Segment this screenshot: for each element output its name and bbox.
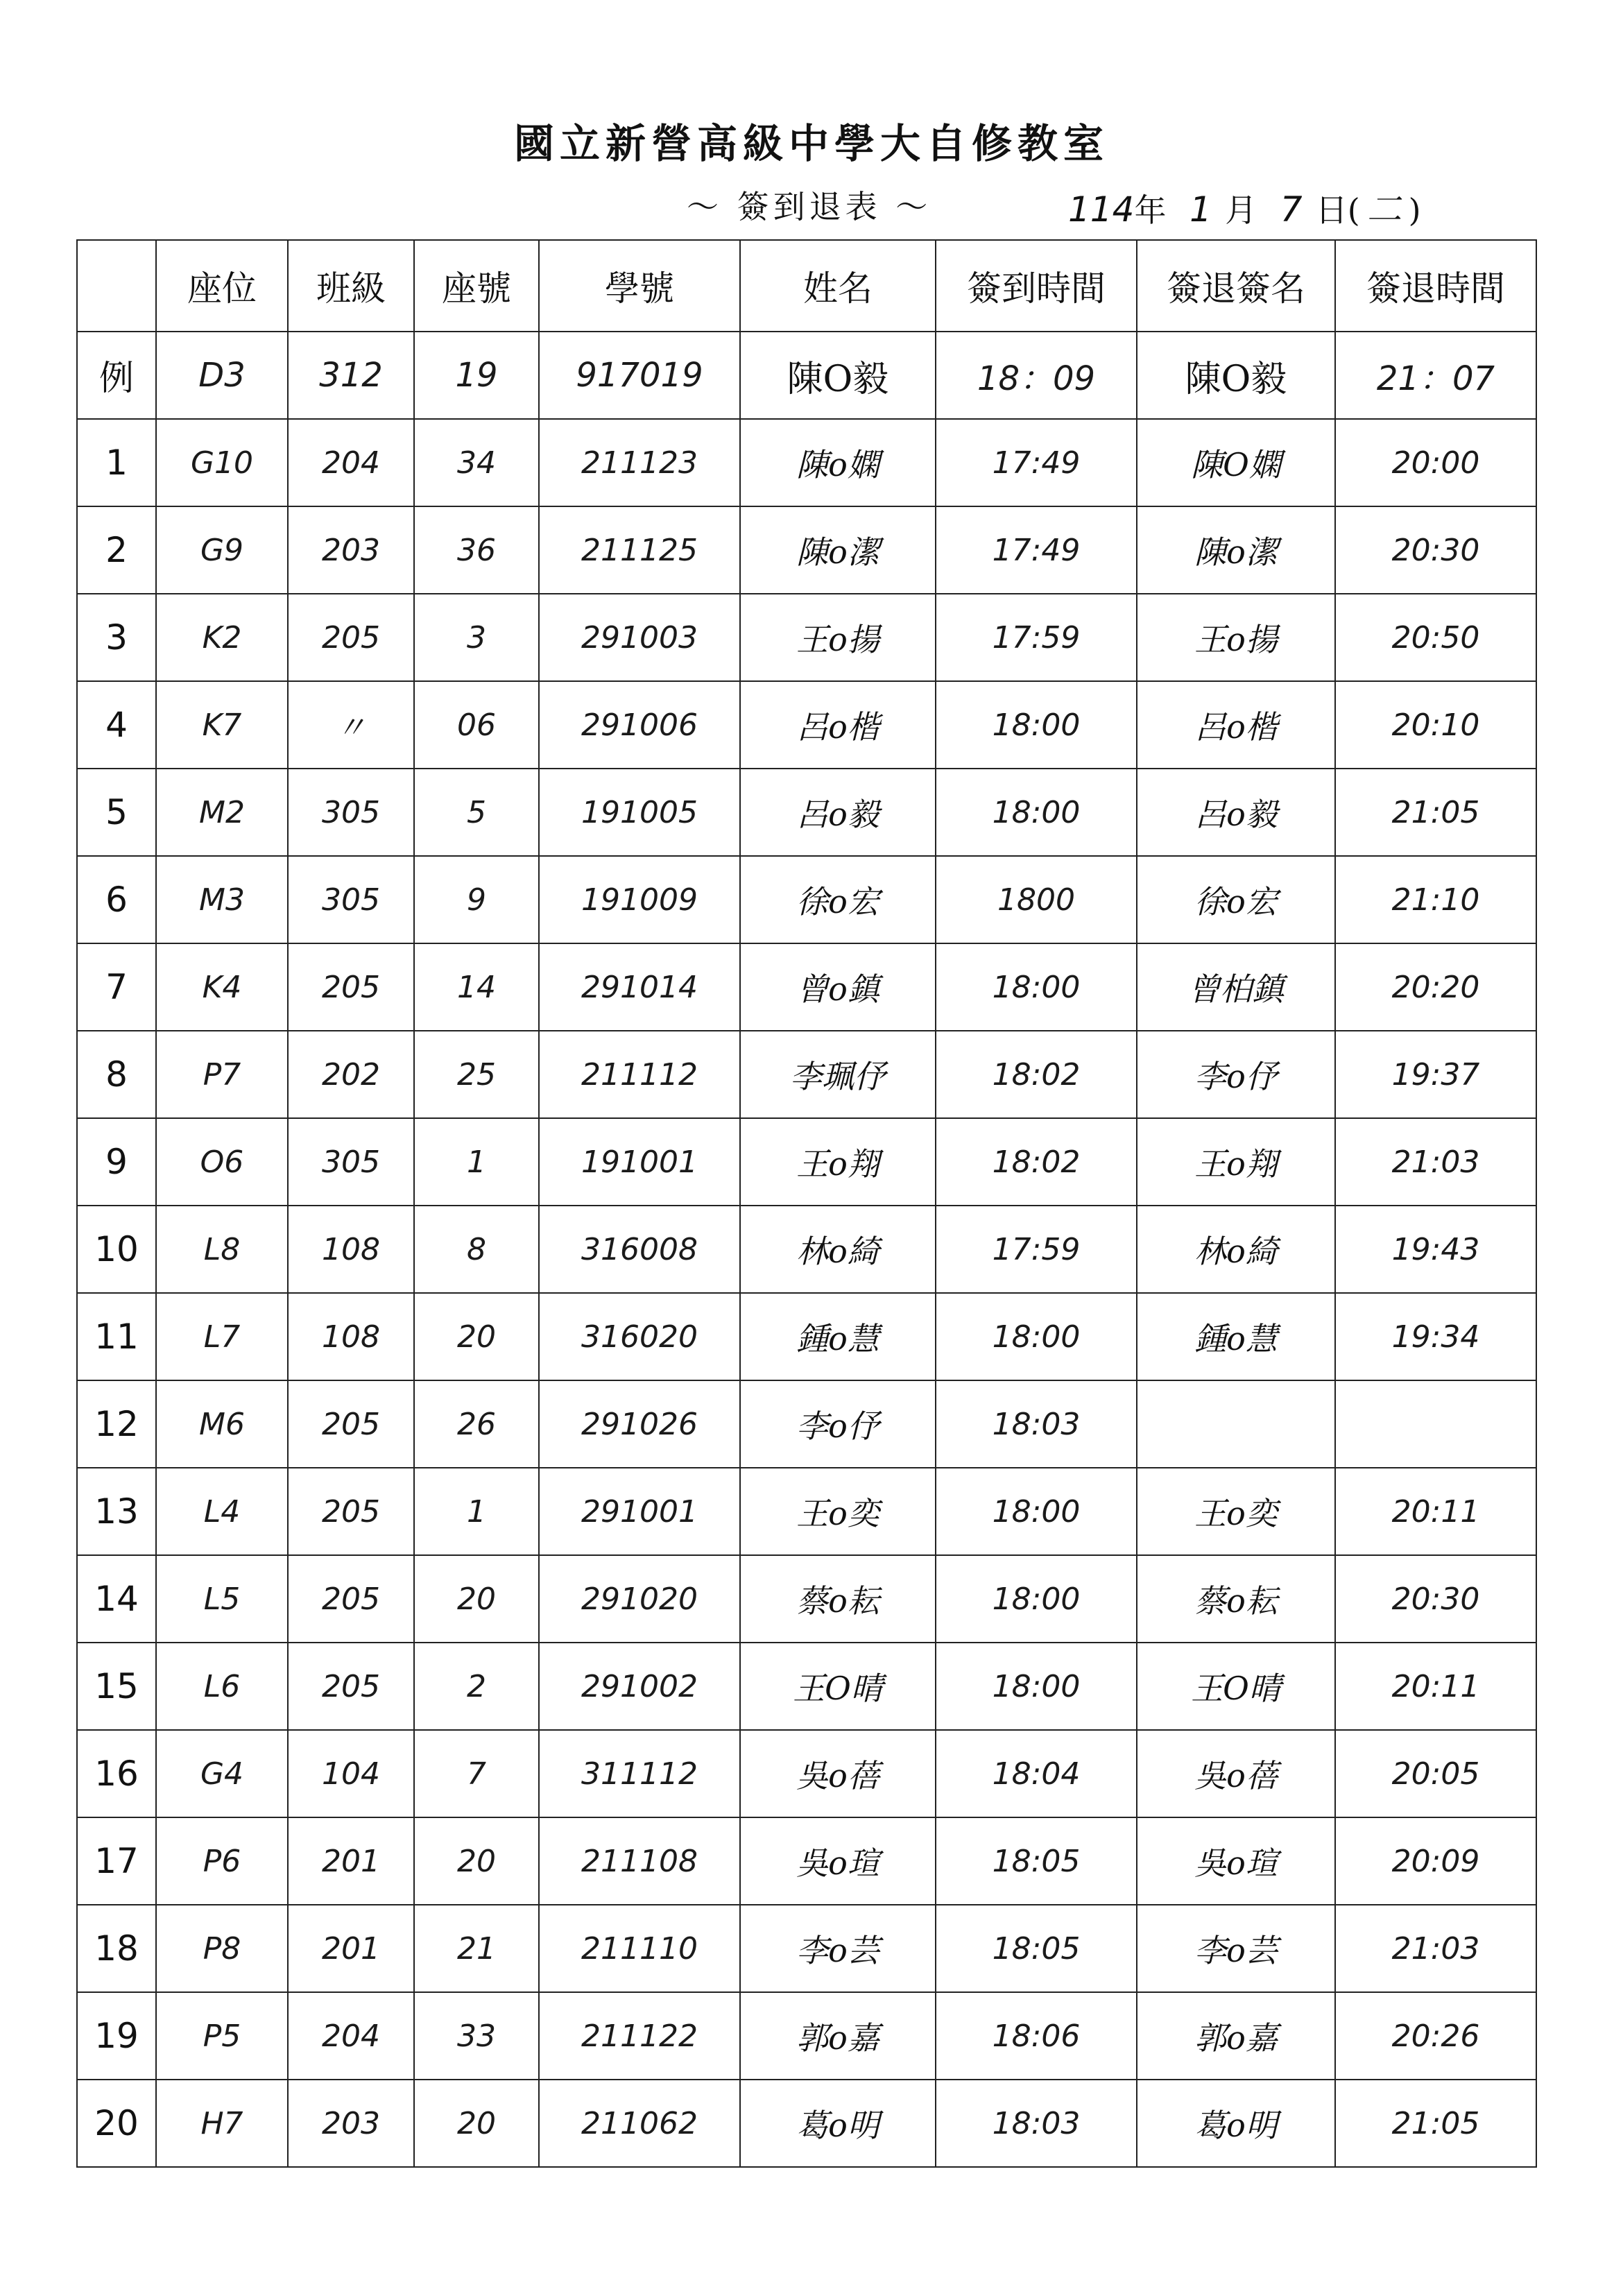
row-number: 8 [77, 1031, 156, 1118]
row-number: 5 [77, 769, 156, 856]
seat-cell: L6 [156, 1643, 288, 1730]
sign-out-signature-cell: 曾柏鎮 [1137, 943, 1335, 1031]
name-cell: 曾o鎮 [740, 943, 936, 1031]
name-cell: 吳o瑄 [740, 1817, 936, 1905]
sign-out-time-cell: 21:05 [1335, 2080, 1536, 2167]
name-cell: 葛o明 [740, 2080, 936, 2167]
class-cell: 104 [288, 1730, 414, 1817]
seat-number-cell: 34 [414, 419, 539, 506]
seat-number-cell: 26 [414, 1380, 539, 1468]
row-number: 9 [77, 1118, 156, 1206]
student-id-cell: 316020 [539, 1293, 740, 1380]
seat-cell: L5 [156, 1555, 288, 1643]
sign-in-time-cell: 18:00 [936, 1468, 1137, 1555]
seat-number-cell: 33 [414, 1992, 539, 2080]
name-cell: 陳o嫻 [740, 419, 936, 506]
seat-cell: L7 [156, 1293, 288, 1380]
seat-cell: H7 [156, 2080, 288, 2167]
seat-number-cell: 20 [414, 1293, 539, 1380]
name-cell: 呂o毅 [740, 769, 936, 856]
sign-out-time-cell: 21:03 [1335, 1905, 1536, 1992]
class-cell: 205 [288, 1555, 414, 1643]
date-weekday: 二 [1366, 189, 1402, 230]
row-number: 7 [77, 943, 156, 1031]
row-number: 12 [77, 1380, 156, 1468]
table-row [77, 1118, 1536, 1206]
name-cell: 王o揚 [740, 594, 936, 681]
sign-in-time-cell: 18:06 [936, 1992, 1137, 2080]
name-cell: 李o芸 [740, 1905, 936, 1992]
sign-in-time-cell: 18:00 [936, 1293, 1137, 1380]
seat-number-cell: 3 [414, 594, 539, 681]
table-row [77, 1380, 1536, 1468]
class-cell: 205 [288, 943, 414, 1031]
class-cell: 305 [288, 856, 414, 943]
class-cell: 201 [288, 1817, 414, 1905]
sign-out-time-cell: 20:30 [1335, 1555, 1536, 1643]
seat-number-cell: 06 [414, 681, 539, 769]
seat-cell: L4 [156, 1468, 288, 1555]
class-cell: 203 [288, 506, 414, 594]
date-year-unit: 年 [1134, 191, 1167, 229]
seat-cell: D3 [156, 332, 288, 419]
sign-in-time-cell: 18:05 [936, 1905, 1137, 1992]
seat-number-cell: 14 [414, 943, 539, 1031]
name-cell: 李珮伃 [740, 1031, 936, 1118]
class-cell: 201 [288, 1905, 414, 1992]
form-subtitle: ～ 簽到退表 ～ [687, 188, 932, 225]
row-number: 例 [77, 332, 156, 419]
class-cell: 205 [288, 1643, 414, 1730]
row-number: 14 [77, 1555, 156, 1643]
sign-out-time-cell: 21：07 [1335, 332, 1536, 419]
sign-out-time-cell: 20:26 [1335, 1992, 1536, 2080]
sign-out-signature-cell: 呂o楷 [1137, 681, 1335, 769]
header-row [77, 240, 1536, 332]
sign-out-signature-cell: 吳o蓓 [1137, 1730, 1335, 1817]
page-title: 國立新營高級中學大自修教室 [513, 120, 1109, 167]
seat-cell: M3 [156, 856, 288, 943]
table-row [77, 506, 1536, 594]
sign-out-signature-cell: 吳o瑄 [1137, 1817, 1335, 1905]
student-id-cell: 211112 [539, 1031, 740, 1118]
seat-cell: P7 [156, 1031, 288, 1118]
class-cell: 312 [288, 332, 414, 419]
sign-out-signature-cell: 林o綺 [1137, 1206, 1335, 1293]
student-id-cell: 211062 [539, 2080, 740, 2167]
sign-out-time-cell: 19:34 [1335, 1293, 1536, 1380]
student-id-cell: 291026 [539, 1380, 740, 1468]
col-header-no [77, 240, 156, 332]
name-cell: 吳o蓓 [740, 1730, 936, 1817]
seat-number-cell: 1 [414, 1468, 539, 1555]
table-row [77, 594, 1536, 681]
row-number: 11 [77, 1293, 156, 1380]
sign-out-signature-cell: 李o芸 [1137, 1905, 1335, 1992]
seat-cell: G9 [156, 506, 288, 594]
table-row [77, 1992, 1536, 2080]
seat-number-cell: 1 [414, 1118, 539, 1206]
seat-number-cell: 20 [414, 1817, 539, 1905]
sign-in-time-cell: 17:49 [936, 506, 1137, 594]
sign-out-signature-cell: 徐o宏 [1137, 856, 1335, 943]
name-cell: 鍾o慧 [740, 1293, 936, 1380]
student-id-cell: 211110 [539, 1905, 740, 1992]
sign-in-time-cell: 18:03 [936, 2080, 1137, 2167]
sign-in-time-cell: 18:00 [936, 1555, 1137, 1643]
name-cell: 王o翔 [740, 1118, 936, 1206]
table-row [77, 769, 1536, 856]
sign-out-time-cell: 20:30 [1335, 506, 1536, 594]
name-cell: 林o綺 [740, 1206, 936, 1293]
name-cell: 王o奕 [740, 1468, 936, 1555]
class-cell: 203 [288, 2080, 414, 2167]
sign-in-time-cell: 17:59 [936, 1206, 1137, 1293]
seat-number-cell: 20 [414, 2080, 539, 2167]
class-cell: 305 [288, 769, 414, 856]
class-cell: 108 [288, 1293, 414, 1380]
sign-out-signature-cell: 王o翔 [1137, 1118, 1335, 1206]
sign-out-time-cell: 20:11 [1335, 1468, 1536, 1555]
name-cell: 徐o宏 [740, 856, 936, 943]
name-cell: 陳O毅 [740, 332, 936, 419]
sign-in-time-cell: 18:02 [936, 1031, 1137, 1118]
date-day-unit: 日 [1315, 191, 1348, 229]
student-id-cell: 291006 [539, 681, 740, 769]
row-number: 13 [77, 1468, 156, 1555]
seat-number-cell: 2 [414, 1643, 539, 1730]
table-row [77, 1293, 1536, 1380]
table-row [77, 1468, 1536, 1555]
row-number: 2 [77, 506, 156, 594]
sign-in-time-cell: 18:03 [936, 1380, 1137, 1468]
student-id-cell: 191009 [539, 856, 740, 943]
table-row [77, 1905, 1536, 1992]
sign-out-time-cell: 20:10 [1335, 681, 1536, 769]
student-id-cell: 291014 [539, 943, 740, 1031]
class-cell: 108 [288, 1206, 414, 1293]
row-number: 6 [77, 856, 156, 943]
sign-in-time-cell: 17:59 [936, 594, 1137, 681]
seat-number-cell: 5 [414, 769, 539, 856]
row-number: 10 [77, 1206, 156, 1293]
student-id-cell: 311112 [539, 1730, 740, 1817]
row-number: 19 [77, 1992, 156, 2080]
student-id-cell: 191005 [539, 769, 740, 856]
sign-out-time-cell: 20:11 [1335, 1643, 1536, 1730]
row-number: 17 [77, 1817, 156, 1905]
sign-in-table [76, 239, 1537, 2168]
seat-cell: K7 [156, 681, 288, 769]
sign-out-time-cell: 20:50 [1335, 594, 1536, 681]
table-row [77, 419, 1536, 506]
student-id-cell: 211108 [539, 1817, 740, 1905]
class-cell: 305 [288, 1118, 414, 1206]
seat-cell: G10 [156, 419, 288, 506]
row-number: 1 [77, 419, 156, 506]
date-weekday-close: ) [1408, 191, 1421, 229]
sign-out-time-cell: 21:10 [1335, 856, 1536, 943]
sign-in-time-cell: 18：09 [936, 332, 1137, 419]
seat-cell: P6 [156, 1817, 288, 1905]
table-row [77, 1730, 1536, 1817]
row-number: 4 [77, 681, 156, 769]
sign-out-signature-cell [1137, 1380, 1335, 1468]
example-row [77, 332, 1536, 419]
seat-number-cell: 7 [414, 1730, 539, 1817]
seat-number-cell: 21 [414, 1905, 539, 1992]
sign-out-time-cell: 20:09 [1335, 1817, 1536, 1905]
date-day: 7 [1280, 189, 1303, 230]
sign-in-time-cell: 17:49 [936, 419, 1137, 506]
sign-in-time-cell: 18:00 [936, 769, 1137, 856]
seat-cell: M2 [156, 769, 288, 856]
class-cell: 205 [288, 594, 414, 681]
sign-out-signature-cell: 葛o明 [1137, 2080, 1335, 2167]
seat-cell: G4 [156, 1730, 288, 1817]
sign-out-time-cell: 21:05 [1335, 769, 1536, 856]
sign-out-signature-cell: 陳o潔 [1137, 506, 1335, 594]
class-cell: 〃 [288, 681, 414, 769]
seat-number-cell: 19 [414, 332, 539, 419]
sign-out-signature-cell: 王O晴 [1137, 1643, 1335, 1730]
student-id-cell: 211125 [539, 506, 740, 594]
sign-in-time-cell: 18:02 [936, 1118, 1137, 1206]
table-row [77, 681, 1536, 769]
date-year: 114 [1068, 189, 1135, 230]
col-header-student-id: 學號 [539, 240, 740, 332]
row-number: 15 [77, 1643, 156, 1730]
date-weekday-open: ( [1347, 191, 1360, 229]
name-cell: 郭o嘉 [740, 1992, 936, 2080]
class-cell: 205 [288, 1380, 414, 1468]
seat-number-cell: 20 [414, 1555, 539, 1643]
student-id-cell: 316008 [539, 1206, 740, 1293]
seat-cell: P8 [156, 1905, 288, 1992]
class-cell: 202 [288, 1031, 414, 1118]
sign-in-time-cell: 18:04 [936, 1730, 1137, 1817]
student-id-cell: 291020 [539, 1555, 740, 1643]
class-cell: 204 [288, 1992, 414, 2080]
sign-out-signature-cell: 李o伃 [1137, 1031, 1335, 1118]
sign-out-time-cell: 21:03 [1335, 1118, 1536, 1206]
sign-out-time-cell [1335, 1380, 1536, 1468]
student-id-cell: 291003 [539, 594, 740, 681]
col-header-class: 班級 [288, 240, 414, 332]
student-id-cell: 211123 [539, 419, 740, 506]
row-number: 16 [77, 1730, 156, 1817]
sign-out-signature-cell: 王o奕 [1137, 1468, 1335, 1555]
col-header-name: 姓名 [740, 240, 936, 332]
student-id-cell: 917019 [539, 332, 740, 419]
sign-out-signature-cell: 陳O嫻 [1137, 419, 1335, 506]
sign-out-signature-cell: 王o揚 [1137, 594, 1335, 681]
sign-in-time-cell: 18:00 [936, 681, 1137, 769]
date-month: 1 [1190, 189, 1212, 230]
sign-out-signature-cell: 呂o毅 [1137, 769, 1335, 856]
seat-number-cell: 36 [414, 506, 539, 594]
sign-out-time-cell: 19:37 [1335, 1031, 1536, 1118]
student-id-cell: 291002 [539, 1643, 740, 1730]
sign-out-time-cell: 20:05 [1335, 1730, 1536, 1817]
seat-cell: M6 [156, 1380, 288, 1468]
col-header-number: 座號 [414, 240, 539, 332]
table-row [77, 2080, 1536, 2167]
table-row [77, 1817, 1536, 1905]
col-header-sign-out-name: 簽退簽名 [1137, 240, 1335, 332]
student-id-cell: 291001 [539, 1468, 740, 1555]
sign-out-signature-cell: 陳O毅 [1137, 332, 1335, 419]
seat-number-cell: 25 [414, 1031, 539, 1118]
col-header-sign-in: 簽到時間 [936, 240, 1137, 332]
sign-in-time-cell: 18:05 [936, 1817, 1137, 1905]
student-id-cell: 191001 [539, 1118, 740, 1206]
seat-cell: O6 [156, 1118, 288, 1206]
student-id-cell: 211122 [539, 1992, 740, 2080]
table-row [77, 856, 1536, 943]
date-month-unit: 月 [1225, 191, 1257, 229]
table-row [77, 1206, 1536, 1293]
name-cell: 陳o潔 [740, 506, 936, 594]
sign-out-time-cell: 20:00 [1335, 419, 1536, 506]
seat-number-cell: 9 [414, 856, 539, 943]
row-number: 3 [77, 594, 156, 681]
table-row [77, 943, 1536, 1031]
table-row [77, 1031, 1536, 1118]
form-date [1068, 182, 1421, 232]
table-row [77, 1643, 1536, 1730]
sign-out-time-cell: 19:43 [1335, 1206, 1536, 1293]
seat-cell: K4 [156, 943, 288, 1031]
sign-out-signature-cell: 蔡o耘 [1137, 1555, 1335, 1643]
sign-out-signature-cell: 鍾o慧 [1137, 1293, 1335, 1380]
sign-out-time-cell: 20:20 [1335, 943, 1536, 1031]
seat-number-cell: 8 [414, 1206, 539, 1293]
name-cell: 呂o楷 [740, 681, 936, 769]
sign-in-time-cell: 18:00 [936, 943, 1137, 1031]
table-row [77, 1555, 1536, 1643]
col-header-seat: 座位 [156, 240, 288, 332]
seat-cell: P5 [156, 1992, 288, 2080]
sign-in-time-cell: 18:00 [936, 1643, 1137, 1730]
seat-cell: K2 [156, 594, 288, 681]
name-cell: 王O晴 [740, 1643, 936, 1730]
seat-cell: L8 [156, 1206, 288, 1293]
sign-in-time-cell: 1800 [936, 856, 1137, 943]
col-header-sign-out-time: 簽退時間 [1335, 240, 1536, 332]
row-number: 18 [77, 1905, 156, 1992]
class-cell: 205 [288, 1468, 414, 1555]
sign-out-signature-cell: 郭o嘉 [1137, 1992, 1335, 2080]
class-cell: 204 [288, 419, 414, 506]
row-number: 20 [77, 2080, 156, 2167]
name-cell: 蔡o耘 [740, 1555, 936, 1643]
name-cell: 李o伃 [740, 1380, 936, 1468]
